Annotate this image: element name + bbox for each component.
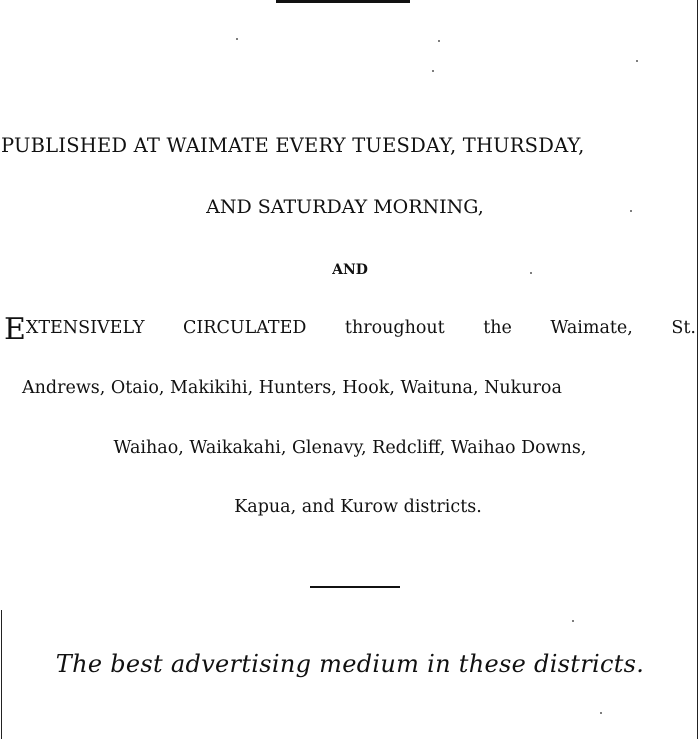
circulation-word: CIRCULATED — [183, 318, 307, 338]
print-speck — [572, 620, 574, 622]
middle-rule-divider — [310, 586, 400, 588]
print-speck — [438, 40, 440, 42]
print-speck — [432, 70, 434, 72]
slogan-line: The best advertising medium in these districts. — [55, 650, 645, 678]
and-line: AND — [332, 262, 368, 278]
print-speck — [530, 272, 532, 274]
print-speck — [600, 712, 602, 714]
circulation-line — [4, 312, 696, 347]
circulation-word: St. — [671, 318, 696, 338]
places-line-3: Kapua, and Kurow districts. — [234, 497, 482, 517]
right-page-edge — [697, 0, 698, 739]
print-speck — [630, 210, 632, 212]
circulation-word: throughout — [344, 318, 445, 338]
circulation-word: Waimate, — [550, 318, 633, 338]
print-speck — [236, 38, 238, 40]
days-line: AND SATURDAY MORNING, — [206, 196, 484, 218]
top-rule-divider — [276, 0, 410, 3]
places-line-2: Waihao, Waikakahi, Glenavy, Redcliff, Waihao Downs, — [113, 438, 587, 458]
places-line-1: Andrews, Otaio, Makikihi, Hunters, Hook, Waituna, Nukuroa — [22, 378, 562, 398]
circulation-first-word — [4, 312, 145, 347]
circulation-word: the — [483, 318, 512, 338]
drop-cap-letter: E — [4, 312, 26, 347]
print-speck — [636, 60, 638, 62]
publication-line: PUBLISHED AT WAIMATE EVERY TUESDAY, THURSDAY, — [1, 134, 585, 157]
circulation-word: XTENSIVELY — [25, 318, 145, 338]
